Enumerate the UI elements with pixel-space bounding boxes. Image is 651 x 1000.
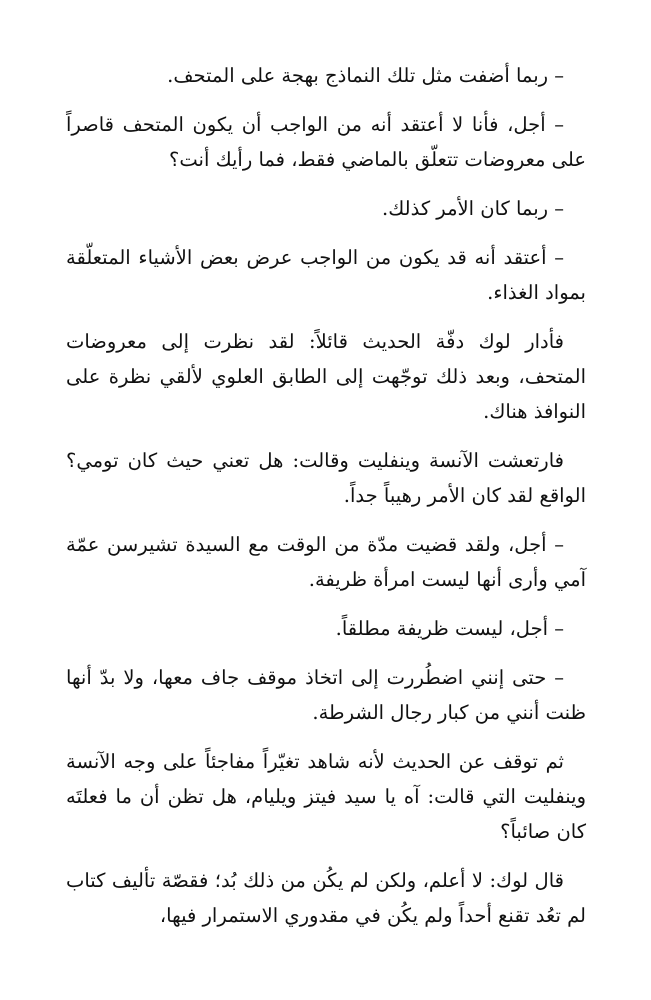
paragraph-1: – ربما أضفت مثل تلك النماذج بهجة على المتحف. [167,64,564,87]
book-page [66,58,586,947]
paragraph-7: – أجل، ولقد قضيت مدّة من الوقت مع السيدة تشيرسن عمّة آمي وأرى أنها ليست امرأة ظريفة. [66,533,586,591]
paragraph-11: قال لوك: لا أعلم، ولكن لم يكُن من ذلك بُد؛ فقصّة تأليف كتاب لم تعُد تقنع أحداً ولم يكُن في مقدوري الاستمرار فيها، [66,869,586,927]
paragraph-4: – أعتقد أنه قد يكون من الواجب عرض بعض الأشياء المتعلّقة بمواد الغذاء. [66,246,586,304]
paragraph-3: – ربما كان الأمر كذلك. [382,197,564,220]
paragraph-9: – حتى إنني اضطُررت إلى اتخاذ موقف جاف معها، ولا بدّ أنها ظنت أنني من كبار رجال الشرطة. [66,666,586,724]
paragraph-5: فأدار لوك دفّة الحديث قائلاً: لقد نظرت إلى معروضات المتحف، وبعد ذلك توجّهت إلى الطابق العلوي لألقي نظرة على النوافذ هناك. [66,330,587,423]
paragraph-10: ثم توقف عن الحديث لأنه شاهد تغيّراً مفاجئاً على وجه الآنسة وينفليت التي قالت: آه يا سيد فيتز ويليام، هل تظن أن ما فعلتَه كان صائباً؟ [66,750,586,843]
paragraph-2: – أجل، فأنا لا أعتقد أنه من الواجب أن يكون المتحف قاصراً على معروضات تتعلّق بالماضي فقط، فما رأيك أنت؟ [66,113,586,171]
paragraph-8: – أجل، ليست ظريفة مطلقاً. [335,617,564,640]
paragraph-6: فارتعشت الآنسة وينفليت وقالت: هل تعني حيث كان تومي؟ الواقع لقد كان الأمر رهيباً جداً. [66,449,586,507]
